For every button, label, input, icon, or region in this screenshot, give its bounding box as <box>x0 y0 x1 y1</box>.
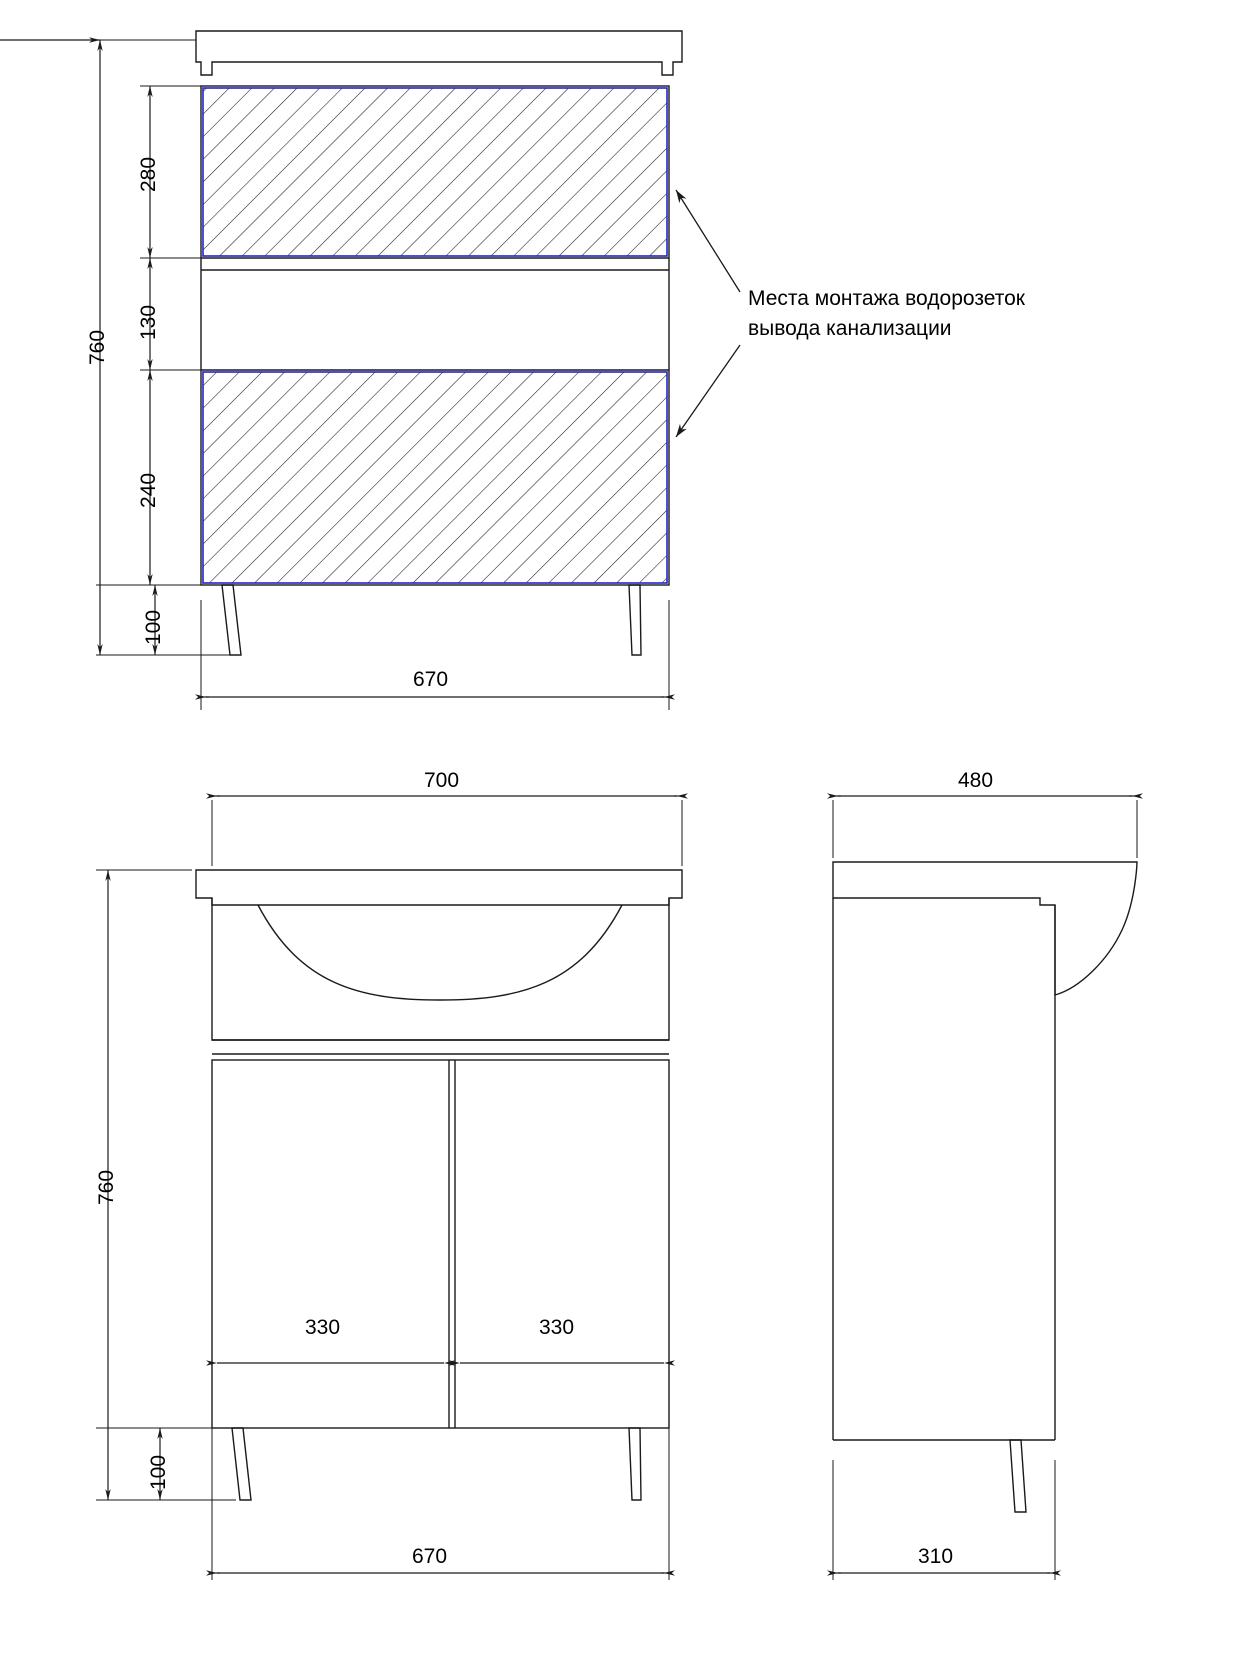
annotation-leader-lower <box>676 345 740 437</box>
dim-label-700: 700 <box>424 769 460 792</box>
dim-label-670-top: 670 <box>413 668 449 691</box>
mounting-zone-lower <box>203 372 667 583</box>
countertop-basin-outline <box>196 870 682 1054</box>
view-side-cabinet <box>833 796 1137 1580</box>
dim-label-310: 310 <box>918 1545 954 1568</box>
dim-label-280: 280 <box>137 156 160 192</box>
dim-label-670-cabinet: 670 <box>412 1545 448 1568</box>
cabinet-legs-front <box>232 1428 641 1500</box>
dim-label-760-cabinet: 760 <box>95 1169 118 1205</box>
dim-label-100-top: 100 <box>142 609 165 645</box>
cabinet-doors <box>212 1060 669 1428</box>
view-front-mounting-zones <box>0 31 740 710</box>
dim-label-240: 240 <box>137 472 160 508</box>
extension-lines-side <box>833 800 1137 1580</box>
side-legs <box>1010 1440 1026 1512</box>
dimension-760-front-top <box>0 40 100 655</box>
annotation-leader-upper <box>676 190 740 292</box>
dim-label-480: 480 <box>958 769 994 792</box>
extension-lines-front-cabinet <box>96 800 682 1580</box>
mounting-zone-upper <box>203 88 667 256</box>
cabinet-legs <box>222 585 641 655</box>
dim-label-130: 130 <box>137 304 160 340</box>
side-countertop-outline <box>833 862 1137 1440</box>
dim-label-330-left: 330 <box>305 1316 341 1339</box>
annotation-line-1: Места монтажа водорозеток <box>748 287 1025 310</box>
dim-label-100-cabinet: 100 <box>147 1454 170 1490</box>
dim-label-760-top: 760 <box>86 329 109 365</box>
countertop-outline <box>196 31 682 75</box>
annotation-line-2: вывода канализации <box>748 317 952 340</box>
view-front-cabinet <box>96 796 682 1580</box>
dim-label-330-right: 330 <box>539 1316 575 1339</box>
